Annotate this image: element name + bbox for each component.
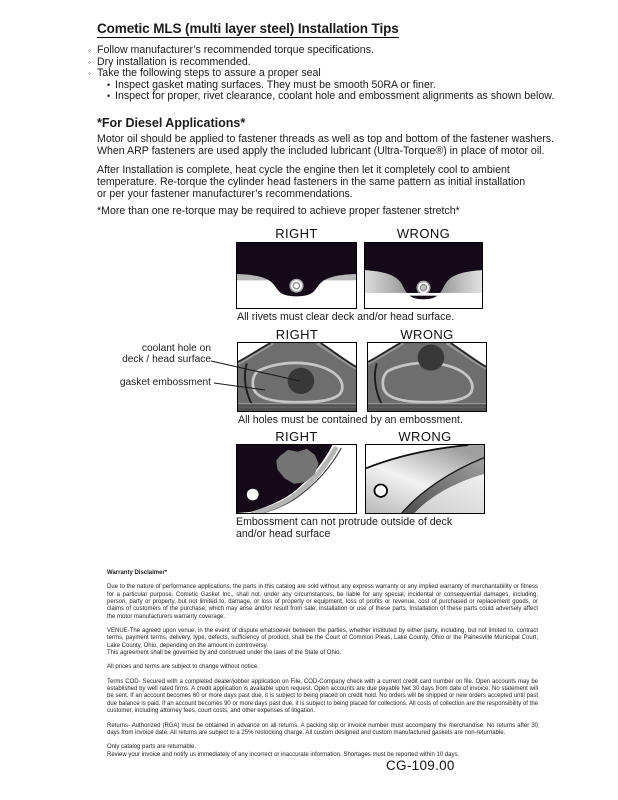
hole-right-illustration: [238, 343, 356, 411]
paragraph-line: After Installation is complete, heat cycle the engine then let it completely cool to ambient: [97, 164, 510, 176]
tips-bullet-list: [88, 45, 554, 103]
rivet-wrong-illustration: [365, 243, 482, 308]
legal-text: This agreement shall be governed by and construed under the laws of the State of Ohio.: [107, 650, 342, 657]
diesel-paragraph-1: [97, 134, 554, 158]
embossment-wrong-illustration: [366, 445, 484, 513]
paragraph-line: Motor oil should be applied to fastener threads as well as top and bottom of the fastener washers.: [97, 133, 554, 145]
legal-paragraph: [107, 679, 538, 716]
paragraph-line: When ARP fasteners are used apply the included lubricant (Ultra-Torque®) in place of motor oil.: [97, 144, 545, 157]
wrong-label: WRONG: [396, 226, 451, 241]
hole-caption: All holes must be contained by an embossment.: [238, 414, 463, 426]
legal-text: Only catalog parts are returnable.: [107, 744, 197, 751]
embossment-right-illustration: [237, 445, 356, 513]
legal-section: [107, 570, 538, 766]
legal-text: VENUE-The agreed upon venue, in the event of dispute whatsoever between the parties, whether instituted by either party, including, but not limited to, contract terms, payment terms, delivery, type, defects, sufficiency of product, shall be the Court of Common Pleas, Lake County, Ohio or the Painesville Municipal Court, Lake County, Ohio, depending on the amount in controversy.: [107, 628, 538, 649]
diagram-embossment-wrong: [365, 444, 485, 514]
list-item-text: Inspect for proper, rivet clearance, coolant hole and embossment alignments as shown below.: [115, 90, 555, 103]
wrong-label: WRONG: [400, 327, 454, 342]
bullet-icon: •: [107, 79, 111, 90]
open-bullet-icon: ◦: [88, 57, 91, 67]
open-bullet-icon: ◦: [88, 46, 91, 55]
legal-text: Review your invoice and notify us immediately of any incorrect or inaccurate information. Shortages must be reported within 10 days.: [107, 751, 460, 758]
doc-number: CG-109.00: [386, 758, 455, 773]
paragraph-line: temperature. Re-torque the cylinder head fasteners in the same pattern as initial installation: [97, 175, 526, 188]
annotation-line-text: deck / head surface: [122, 354, 211, 365]
list-item-text: Take the following steps to assure a proper seal: [97, 67, 321, 80]
diagram-rivet-right: [236, 242, 357, 309]
legal-text: Returns- Authorized (RGA) must be obtained in advance on all returns. A packing slip or invoice number must accompany the merchandise. No returns after 30 days from invoice date. All returns are subject to a 25% restocking charge. All custom designed and custom manufactured gaskets are non-returnable.: [107, 722, 538, 736]
hole-wrong-illustration: [368, 343, 486, 411]
legal-paragraphs: [107, 584, 538, 759]
rivet-right-illustration: [237, 243, 356, 308]
diesel-paragraph-2: [97, 165, 525, 200]
embossment-caption: [236, 517, 452, 540]
open-bullet-icon: ◦: [88, 69, 91, 79]
list-item-text: Inspect gasket mating surfaces. They must be smooth 50RA or finer.: [115, 78, 436, 91]
right-label: RIGHT: [275, 327, 319, 342]
diagram-embossment-right: [236, 444, 357, 514]
coolant-hole-annotation: [96, 343, 211, 365]
legal-paragraph: [107, 744, 538, 759]
right-label: RIGHT: [275, 226, 318, 241]
right-label: RIGHT: [275, 429, 318, 444]
list-item: [88, 45, 554, 57]
list-item-text: Follow manufacturer’s recommended torque specifications.: [97, 44, 374, 56]
legal-paragraph: [107, 584, 538, 621]
caption-line: and/or head surface: [236, 527, 331, 540]
diesel-heading: *For Diesel Applications*: [97, 116, 246, 130]
page-title: Cometic MLS (multi layer steel) Installation Tips: [97, 21, 399, 36]
rivet-caption: All rivets must clear deck and/or head surface.: [237, 311, 455, 323]
legal-paragraph: [107, 664, 538, 671]
list-item-text: Dry installation is recommended.: [97, 55, 251, 68]
legal-text: Due to the nature of performance applications, the parts in this catalog are sold without any express warranty or any implied warranty of merchantability or fitness for a particular purpose. Cometic Gasket Inc., shall not, under any circumstances, be liable for any special, incidental or consequential damages, including, person, party or property, but not limited to, damage, or loss of property or equipment, loss of profits or revenue, cost of purchased or replacement goods, or claims of customers of the purchase, which may arise and/or result from sale, installation or use of these parts. Installation of these parts could adversely affect the motor manufacturers warranty coverage.: [107, 584, 538, 620]
legal-paragraph: [107, 723, 538, 738]
paragraph-line: or per your fastener manufacturer’s recommendations.: [97, 187, 353, 200]
legal-text: Terms COD- Secured with a completed dealer/jobber application on File, COD-Company check with a current credit card number on file. Open accounts may be established by well rated firms. A credit application is available upon request. Open accounts are due payable Net 30 days from date of invoice. No statement will be sent. If an account becomes 60 or more days past due, it is subject to being placed on credit hold. No orders will be shipped or new orders accepted until past due balance is paid. If an account becomes 90 or more days past due, it is subject to being placed for collections. All costs of collection are the responsibility of the customer, including attorney fees, court costs, and other expenses of litigation.: [107, 678, 538, 715]
retorque-note: *More than one re-torque may be required to achieve proper fastener stretch*: [97, 205, 460, 217]
diagram-hole-right: [237, 342, 357, 412]
legal-heading: Warranty Disclaimer*: [107, 570, 168, 576]
caption-line: Embossment can not protrude outside of deck: [236, 516, 453, 528]
legal-text: All prices and terms are subject to change without notice.: [107, 664, 259, 671]
gasket-embossment-annotation: gasket embossment: [119, 377, 211, 388]
legal-paragraph: [107, 628, 538, 657]
annotation-line-text: coolant hole on: [141, 343, 211, 354]
diagram-hole-wrong: [367, 342, 487, 412]
bullet-icon: •: [107, 91, 111, 102]
wrong-label: WRONG: [398, 429, 452, 444]
diagram-rivet-wrong: [364, 242, 483, 309]
list-item: [88, 91, 554, 103]
